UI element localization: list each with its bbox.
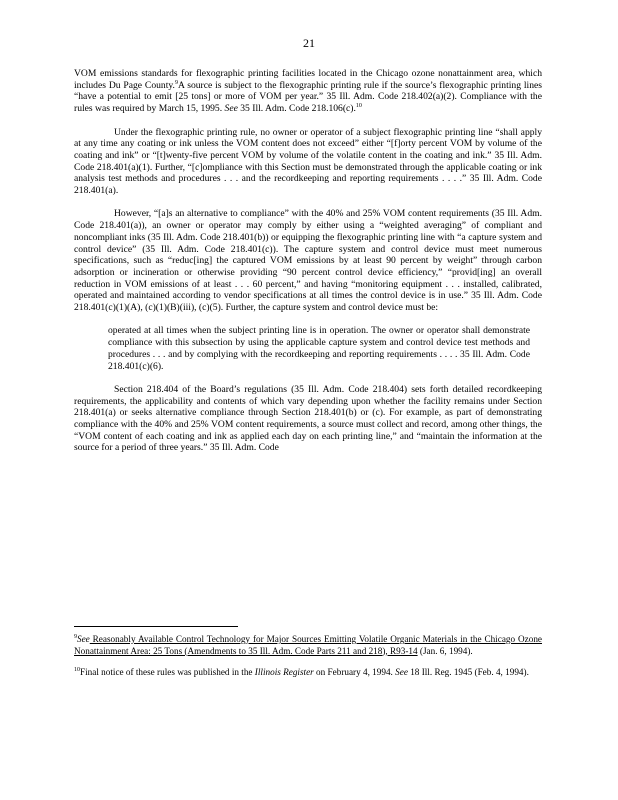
paragraph-text: operated at all times when the subject printing line is in operation. The owner or operator shall demonstrate compliance with this subsection by using the applicable capture system and control device test methods and procedures . . . and by complying with the recordkeeping and reporting requirements . . . . 35 Ill. Adm. Code 218.401(c)(6).: [108, 325, 530, 372]
footnote-footnote-ref: 10: [74, 667, 80, 673]
footnote-text: on February 4, 1994.: [313, 667, 396, 677]
paragraph-text: Under the flexographic printing rule, no owner or operator of a subject flexographic printing line “shall apply at any time any coating or ink unless the VOM content does not exceed” either “[f]orty percent VOM by volume of the coating and ink” or “[t]wenty-five percent VOM by volume of the volatile content in the coating and ink.” 35 Ill. Adm. Code 218.401(a)(1). Further, “[c]ompliance with this Section must be demonstrated through the applicable coating or ink analysis test methods and procedures . . . and the recordkeeping and reporting requirements . . . .” 35 Ill. Adm. Code 218.401(a).: [74, 126, 542, 197]
paragraph-footnote-ref: 10: [355, 103, 362, 110]
paragraph-text: Section 218.404 of the Board’s regulations (35 Ill. Adm. Code 218.404) sets forth detailed recordkeeping requirements, the applicability and contents of which vary depending upon whether the facility remains under Section 218.401(a) or seeks alternative compliance through Section 218.401(b) or (c). For example, as part of demonstrating compliance with the 40% and 25% VOM content requirements, a source must collect and record, among other things, the “VOM content of each coating and ink as applied each day on each printing line,” and “maintain the information at the source for a period of three years.” 35 Ill. Adm. Code: [74, 383, 542, 454]
footnote-text: Reasonably Available Control Technology for Major Sources Emitting Volatile Organic Materials in the Chicago Ozone Nonattainment Area: 25 Tons (Amendments to 35 Ill. Adm. Code Parts 211 and 218), R93-14: [74, 634, 542, 656]
footnotes: [74, 626, 542, 689]
paragraph-text: VOM emissions standards for flexographic printing facilities located in the Chicago ozone nonattainment area, which includes Du Page County.: [74, 68, 542, 91]
footnote-divider: [74, 626, 238, 627]
paragraph: [74, 208, 542, 313]
paragraph-footnote-ref: 9: [174, 79, 178, 86]
footnote-text: Final notice of these rules was published in the: [80, 667, 255, 677]
page-number: 21: [303, 36, 315, 50]
block-quote: [108, 325, 530, 372]
footnote-text: 18 Ill. Reg. 1945 (Feb. 4, 1994).: [407, 667, 529, 677]
footnote: [74, 634, 542, 657]
footnote-text: See: [395, 667, 408, 677]
paragraph: [74, 127, 542, 197]
paragraph: [74, 68, 542, 115]
footnote-text: (Jan. 6, 1994).: [417, 645, 473, 656]
paragraph-text: 35 Ill. Adm. Code 218.106(c).: [237, 103, 356, 115]
footnote-text: Illinois Register: [254, 667, 314, 677]
paragraph: [74, 384, 542, 454]
footnote-text: See: [77, 634, 90, 644]
paragraph-text: A source is subject to the flexographic printing rule if the source’s flexographic printing lines “have a potential to emit [25 tons] or more of VOM per year.” 35 Ill. Adm. Code 218.402(a)(2). Compliance with the rules was required by March 15, 1995.: [74, 79, 542, 115]
body-text: [74, 68, 542, 466]
footnote: [74, 667, 542, 679]
footnote-list: [74, 634, 542, 679]
footnote-footnote-ref: 9: [74, 634, 77, 640]
paragraph-text: See: [224, 103, 238, 115]
paragraph-text: However, “[a]s an alternative to compliance” with the 40% and 25% VOM content requirements (35 Ill. Adm. Code 218.401(a)), an owner or operator may comply by either using a “weighted averaging” of compliant and noncompliant inks (35 Ill. Adm. Code 218.401(b)) or equipping the flexographic printing line with “a capture system and control device” (35 Ill. Adm. Code 218.401(c)). The capture system and control device must meet numerous specifications, such as “reduc[ing] the captured VOM emissions by at least 90 percent by weight” through carbon adsorption or incineration or otherwise providing “90 percent control device efficiency,” “provid[ing] an overall reduction in VOM emissions of at least . . . 60 percent,” and having “monitoring equipment . . . installed, calibrated, operated and maintained according to vendor specifications at all times the control device is in use.” 35 Ill. Adm. Code 218.401(c)(1)(A), (c)(1)(B)(iii), (c)(5). Further, the capture system and control device must be:: [74, 208, 542, 314]
